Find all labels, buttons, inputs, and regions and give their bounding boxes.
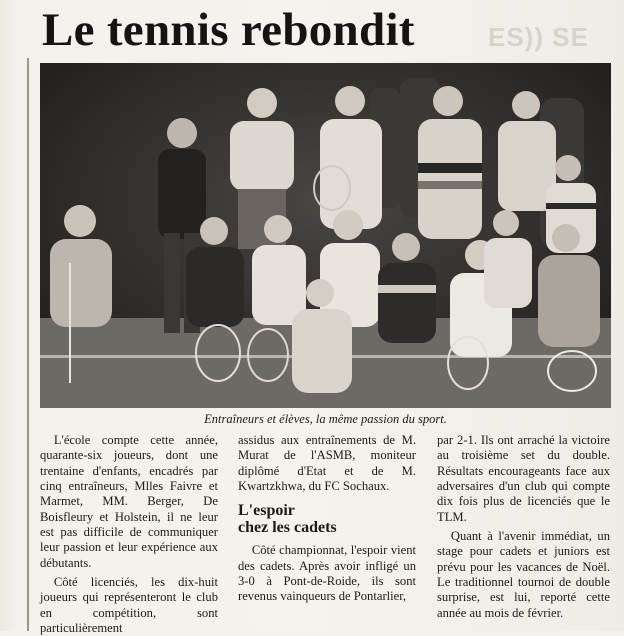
group-photo bbox=[40, 63, 611, 408]
article-column-3 bbox=[437, 433, 610, 621]
faded-neighbor-heading: ES)) SE bbox=[488, 22, 589, 52]
photo-illustration bbox=[40, 63, 611, 408]
paragraph: par 2-1. Ils ont arraché la victoire au troisième set du double. Résultats encourageants face aux adversaires d'un club qui compte dix fois plus de licenciés que le TLM. bbox=[437, 433, 610, 524]
paragraph: Quant à l'avenir immédiat, un stage pour cadets et juniors est prévu pour les vacances de Noël. Le traditionnel tournoi de double surprise, est lui, reporté cette année au mois de février. bbox=[437, 529, 610, 620]
paragraph: Côté championnat, l'espoir vient des cadets. Après avoir infligé un 3-0 à Pont-de-Roide, ils sont revenus vainqueurs de Pontarlier, bbox=[238, 543, 416, 604]
paragraph: Côté licenciés, les dix-huit joueurs qui représenteront le club en compétition, sont particulièrement bbox=[40, 575, 218, 636]
paragraph: L'école compte cette année, quarante-six joueurs, dont une trentaine d'enfants, encadrés par cinq entraîneurs, Mlles Faivre et Marmet, MM. Berger, De Boisfleury et Holstein, il ne leur est pas difficile de communiquer leur passion et leur expérience aux débutants. bbox=[40, 433, 218, 570]
article-column-2 bbox=[238, 433, 416, 605]
subheading bbox=[238, 502, 416, 536]
column-rule bbox=[27, 58, 29, 631]
subheading-line: chez les cadets bbox=[238, 519, 337, 537]
headline: Le tennis rebondit bbox=[42, 4, 415, 56]
photo-caption: Entraîneurs et élèves, la même passion du sport. bbox=[204, 412, 447, 426]
paragraph: assidus aux entraînements de M. Murat de l'ASMB, moniteur diplômé d'Etat et de M. Kwartzkhwa, du FC Sochaux. bbox=[238, 433, 416, 494]
subheading-line: L'espoir bbox=[238, 502, 295, 520]
article-column-1 bbox=[40, 433, 218, 636]
